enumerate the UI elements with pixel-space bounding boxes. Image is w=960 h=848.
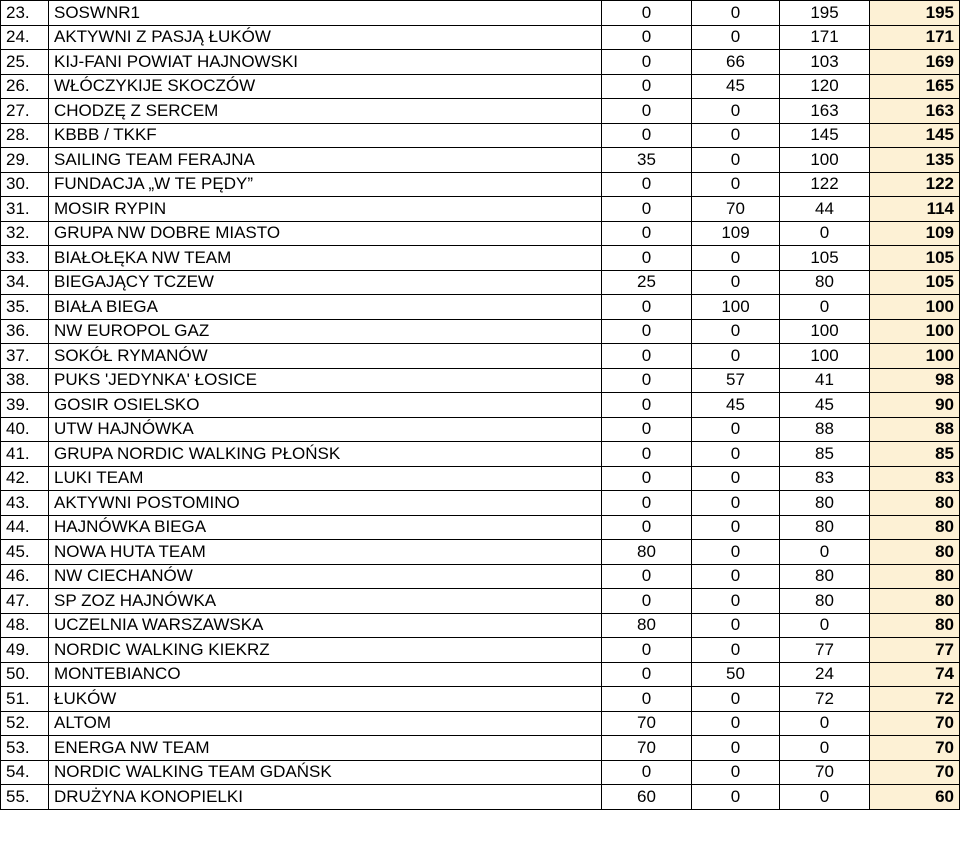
rank-cell: 35.	[1, 295, 49, 320]
table-row	[1, 662, 960, 687]
score-cell-2: 100	[692, 295, 780, 320]
table-row	[1, 148, 960, 173]
score-cell-2: 0	[692, 148, 780, 173]
score-cell-2: 0	[692, 344, 780, 369]
total-score-cell: 80	[870, 613, 960, 638]
score-cell-2: 0	[692, 99, 780, 124]
team-name-cell: SAILING TEAM FERAJNA	[49, 148, 602, 173]
score-cell-1: 0	[602, 50, 692, 75]
score-cell-1: 0	[602, 368, 692, 393]
total-score-cell: 70	[870, 736, 960, 761]
score-cell-1: 25	[602, 270, 692, 295]
total-score-cell: 135	[870, 148, 960, 173]
score-cell-1: 0	[602, 1, 692, 26]
team-name-cell: GRUPA NW DOBRE MIASTO	[49, 221, 602, 246]
rank-cell: 42.	[1, 466, 49, 491]
table-row	[1, 246, 960, 271]
score-cell-3: 80	[780, 491, 870, 516]
table-row	[1, 1, 960, 26]
score-cell-2: 0	[692, 785, 780, 810]
rank-cell: 37.	[1, 344, 49, 369]
table-row	[1, 221, 960, 246]
score-cell-3: 103	[780, 50, 870, 75]
score-cell-2: 0	[692, 760, 780, 785]
score-cell-3: 100	[780, 344, 870, 369]
table-row	[1, 564, 960, 589]
score-cell-3: 80	[780, 270, 870, 295]
score-cell-3: 0	[780, 295, 870, 320]
table-row	[1, 540, 960, 565]
score-cell-1: 0	[602, 25, 692, 50]
team-name-cell: DRUŻYNA KONOPIELKI	[49, 785, 602, 810]
score-cell-2: 0	[692, 417, 780, 442]
score-cell-3: 72	[780, 687, 870, 712]
rank-cell: 39.	[1, 393, 49, 418]
score-cell-1: 0	[602, 638, 692, 663]
score-cell-2: 0	[692, 711, 780, 736]
score-cell-3: 145	[780, 123, 870, 148]
score-cell-2: 57	[692, 368, 780, 393]
score-cell-2: 0	[692, 270, 780, 295]
score-cell-2: 0	[692, 1, 780, 26]
table-row	[1, 295, 960, 320]
score-cell-3: 171	[780, 25, 870, 50]
rank-cell: 30.	[1, 172, 49, 197]
score-cell-2: 66	[692, 50, 780, 75]
total-score-cell: 70	[870, 760, 960, 785]
total-score-cell: 98	[870, 368, 960, 393]
ranking-table-body	[1, 1, 960, 810]
total-score-cell: 105	[870, 270, 960, 295]
score-cell-1: 0	[602, 197, 692, 222]
score-cell-2: 0	[692, 172, 780, 197]
team-name-cell: SP ZOZ HAJNÓWKA	[49, 589, 602, 614]
team-name-cell: BIAŁOŁĘKA NW TEAM	[49, 246, 602, 271]
team-name-cell: SOKÓŁ RYMANÓW	[49, 344, 602, 369]
rank-cell: 27.	[1, 99, 49, 124]
team-name-cell: AKTYWNI POSTOMINO	[49, 491, 602, 516]
score-cell-3: 41	[780, 368, 870, 393]
table-row	[1, 172, 960, 197]
rank-cell: 31.	[1, 197, 49, 222]
table-row	[1, 687, 960, 712]
score-cell-3: 80	[780, 515, 870, 540]
rank-cell: 51.	[1, 687, 49, 712]
rank-cell: 34.	[1, 270, 49, 295]
total-score-cell: 80	[870, 515, 960, 540]
total-score-cell: 74	[870, 662, 960, 687]
team-name-cell: NW CIECHANÓW	[49, 564, 602, 589]
score-cell-2: 0	[692, 589, 780, 614]
score-cell-1: 70	[602, 736, 692, 761]
score-cell-2: 0	[692, 736, 780, 761]
table-row	[1, 99, 960, 124]
score-cell-2: 45	[692, 393, 780, 418]
table-row	[1, 711, 960, 736]
table-row	[1, 123, 960, 148]
total-score-cell: 100	[870, 319, 960, 344]
score-cell-1: 0	[602, 172, 692, 197]
score-cell-2: 109	[692, 221, 780, 246]
rank-cell: 25.	[1, 50, 49, 75]
score-cell-3: 0	[780, 785, 870, 810]
rank-cell: 36.	[1, 319, 49, 344]
score-cell-1: 0	[602, 515, 692, 540]
total-score-cell: 70	[870, 711, 960, 736]
score-cell-1: 80	[602, 613, 692, 638]
rank-cell: 49.	[1, 638, 49, 663]
team-name-cell: MOSIR RYPIN	[49, 197, 602, 222]
rank-cell: 55.	[1, 785, 49, 810]
team-name-cell: UTW HAJNÓWKA	[49, 417, 602, 442]
total-score-cell: 83	[870, 466, 960, 491]
total-score-cell: 72	[870, 687, 960, 712]
rank-cell: 26.	[1, 74, 49, 99]
score-cell-2: 0	[692, 613, 780, 638]
score-cell-3: 0	[780, 736, 870, 761]
team-name-cell: NW EUROPOL GAZ	[49, 319, 602, 344]
table-row	[1, 368, 960, 393]
score-cell-1: 0	[602, 393, 692, 418]
score-cell-1: 0	[602, 466, 692, 491]
table-row	[1, 270, 960, 295]
table-row	[1, 442, 960, 467]
total-score-cell: 100	[870, 295, 960, 320]
team-name-cell: MONTEBIANCO	[49, 662, 602, 687]
table-row	[1, 74, 960, 99]
table-row	[1, 393, 960, 418]
rank-cell: 48.	[1, 613, 49, 638]
score-cell-3: 80	[780, 564, 870, 589]
score-cell-3: 0	[780, 221, 870, 246]
table-row	[1, 785, 960, 810]
total-score-cell: 80	[870, 491, 960, 516]
table-row	[1, 491, 960, 516]
score-cell-1: 0	[602, 417, 692, 442]
score-cell-2: 0	[692, 246, 780, 271]
rank-cell: 43.	[1, 491, 49, 516]
score-cell-3: 85	[780, 442, 870, 467]
rank-cell: 24.	[1, 25, 49, 50]
score-cell-3: 44	[780, 197, 870, 222]
team-name-cell: NORDIC WALKING KIEKRZ	[49, 638, 602, 663]
score-cell-1: 0	[602, 662, 692, 687]
score-cell-3: 105	[780, 246, 870, 271]
score-cell-2: 45	[692, 74, 780, 99]
rank-cell: 54.	[1, 760, 49, 785]
score-cell-1: 70	[602, 711, 692, 736]
score-cell-1: 0	[602, 221, 692, 246]
score-cell-1: 0	[602, 295, 692, 320]
score-cell-1: 0	[602, 589, 692, 614]
total-score-cell: 80	[870, 589, 960, 614]
score-cell-1: 0	[602, 99, 692, 124]
score-cell-3: 24	[780, 662, 870, 687]
team-name-cell: PUKS 'JEDYNKA' ŁOSICE	[49, 368, 602, 393]
team-name-cell: GOSIR OSIELSKO	[49, 393, 602, 418]
table-row	[1, 613, 960, 638]
team-name-cell: NORDIC WALKING TEAM GDAŃSK	[49, 760, 602, 785]
team-name-cell: ENERGA NW TEAM	[49, 736, 602, 761]
team-name-cell: ŁUKÓW	[49, 687, 602, 712]
score-cell-3: 195	[780, 1, 870, 26]
team-name-cell: GRUPA NORDIC WALKING PŁOŃSK	[49, 442, 602, 467]
total-score-cell: 77	[870, 638, 960, 663]
total-score-cell: 90	[870, 393, 960, 418]
total-score-cell: 80	[870, 564, 960, 589]
team-name-cell: BIAŁA BIEGA	[49, 295, 602, 320]
score-cell-1: 0	[602, 687, 692, 712]
score-cell-1: 0	[602, 74, 692, 99]
score-cell-1: 0	[602, 246, 692, 271]
rank-cell: 41.	[1, 442, 49, 467]
score-cell-3: 80	[780, 589, 870, 614]
total-score-cell: 195	[870, 1, 960, 26]
rank-cell: 50.	[1, 662, 49, 687]
total-score-cell: 163	[870, 99, 960, 124]
score-cell-1: 0	[602, 319, 692, 344]
score-cell-1: 0	[602, 564, 692, 589]
rank-cell: 52.	[1, 711, 49, 736]
score-cell-1: 80	[602, 540, 692, 565]
table-row	[1, 515, 960, 540]
score-cell-3: 83	[780, 466, 870, 491]
score-cell-3: 120	[780, 74, 870, 99]
total-score-cell: 80	[870, 540, 960, 565]
rank-cell: 44.	[1, 515, 49, 540]
total-score-cell: 60	[870, 785, 960, 810]
rank-cell: 46.	[1, 564, 49, 589]
score-cell-3: 0	[780, 540, 870, 565]
team-name-cell: KIJ-FANI POWIAT HAJNOWSKI	[49, 50, 602, 75]
score-cell-2: 0	[692, 687, 780, 712]
table-row	[1, 736, 960, 761]
rank-cell: 23.	[1, 1, 49, 26]
rank-cell: 38.	[1, 368, 49, 393]
rank-cell: 29.	[1, 148, 49, 173]
score-cell-2: 50	[692, 662, 780, 687]
score-cell-2: 0	[692, 491, 780, 516]
team-name-cell: ALTOM	[49, 711, 602, 736]
score-cell-3: 0	[780, 613, 870, 638]
total-score-cell: 122	[870, 172, 960, 197]
table-row	[1, 638, 960, 663]
team-name-cell: WŁÓCZYKIJE SKOCZÓW	[49, 74, 602, 99]
table-row	[1, 50, 960, 75]
team-name-cell: HAJNÓWKA BIEGA	[49, 515, 602, 540]
score-cell-1: 60	[602, 785, 692, 810]
team-name-cell: AKTYWNI Z PASJĄ ŁUKÓW	[49, 25, 602, 50]
total-score-cell: 85	[870, 442, 960, 467]
score-cell-3: 77	[780, 638, 870, 663]
score-cell-1: 35	[602, 148, 692, 173]
total-score-cell: 114	[870, 197, 960, 222]
team-name-cell: FUNDACJA „W TE PĘDY”	[49, 172, 602, 197]
score-cell-3: 45	[780, 393, 870, 418]
rank-cell: 47.	[1, 589, 49, 614]
total-score-cell: 105	[870, 246, 960, 271]
score-cell-1: 0	[602, 123, 692, 148]
total-score-cell: 109	[870, 221, 960, 246]
rank-cell: 32.	[1, 221, 49, 246]
rank-cell: 33.	[1, 246, 49, 271]
score-cell-1: 0	[602, 442, 692, 467]
score-cell-2: 0	[692, 638, 780, 663]
score-cell-2: 0	[692, 25, 780, 50]
table-row	[1, 417, 960, 442]
score-cell-2: 0	[692, 564, 780, 589]
score-cell-3: 100	[780, 319, 870, 344]
score-cell-2: 0	[692, 515, 780, 540]
total-score-cell: 145	[870, 123, 960, 148]
score-cell-2: 0	[692, 319, 780, 344]
total-score-cell: 169	[870, 50, 960, 75]
rank-cell: 45.	[1, 540, 49, 565]
team-name-cell: LUKI TEAM	[49, 466, 602, 491]
rank-cell: 28.	[1, 123, 49, 148]
total-score-cell: 100	[870, 344, 960, 369]
score-cell-1: 0	[602, 344, 692, 369]
total-score-cell: 88	[870, 417, 960, 442]
table-row	[1, 319, 960, 344]
score-cell-2: 0	[692, 540, 780, 565]
score-cell-2: 0	[692, 123, 780, 148]
score-cell-3: 122	[780, 172, 870, 197]
team-name-cell: BIEGAJĄCY TCZEW	[49, 270, 602, 295]
table-row	[1, 25, 960, 50]
team-name-cell: CHODZĘ Z SERCEM	[49, 99, 602, 124]
team-name-cell: KBBB / TKKF	[49, 123, 602, 148]
score-cell-3: 88	[780, 417, 870, 442]
rank-cell: 53.	[1, 736, 49, 761]
score-cell-3: 70	[780, 760, 870, 785]
score-cell-2: 70	[692, 197, 780, 222]
team-name-cell: UCZELNIA WARSZAWSKA	[49, 613, 602, 638]
score-cell-1: 0	[602, 491, 692, 516]
table-row	[1, 466, 960, 491]
score-cell-1: 0	[602, 760, 692, 785]
total-score-cell: 171	[870, 25, 960, 50]
score-cell-3: 100	[780, 148, 870, 173]
score-cell-3: 163	[780, 99, 870, 124]
rank-cell: 40.	[1, 417, 49, 442]
table-row	[1, 197, 960, 222]
table-row	[1, 344, 960, 369]
score-cell-3: 0	[780, 711, 870, 736]
score-cell-2: 0	[692, 466, 780, 491]
table-row	[1, 589, 960, 614]
score-cell-2: 0	[692, 442, 780, 467]
team-name-cell: NOWA HUTA TEAM	[49, 540, 602, 565]
team-name-cell: SOSWNR1	[49, 1, 602, 26]
table-row	[1, 760, 960, 785]
total-score-cell: 165	[870, 74, 960, 99]
